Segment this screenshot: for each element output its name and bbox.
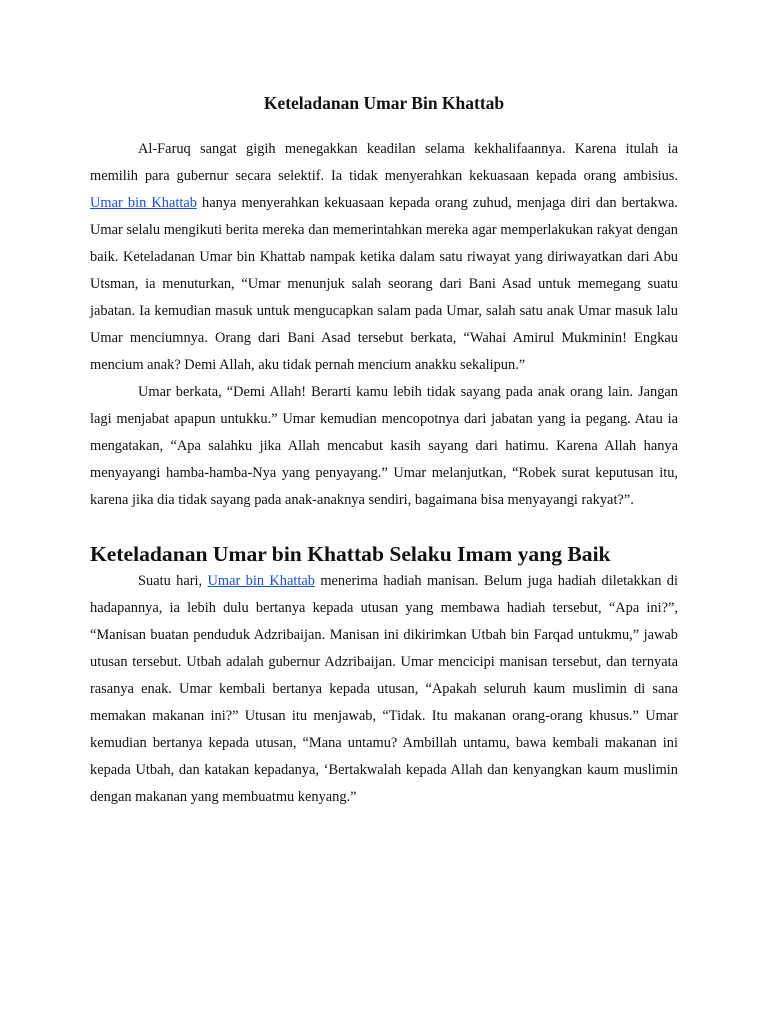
paragraph-3-text-end: menerima hadiah manisan. Belum juga hadiah diletakkan di hadapannya, ia lebih dulu bertanya kepada utusan yang membawa hadiah tersebut, “Apa ini?”, “Manisan buatan penduduk Adzribaijan. Manisan ini dikirimkan Utbah bin Farqad untukmu,” jawab utusan tersebut. Utbah adalah gubernur Adzribaijan. Umar mencicipi manisan tersebut, dan ternyata rasanya enak. Umar kembali bertanya kepada utusan, “Apakah seluruh kaum muslimin di sana memakan makanan ini?” Utusan itu menjawab, “Tidak. Itu makanan orang-orang khusus.” Umar kemudian bertanya kepada utusan, “Mana untamu? Ambillah untamu, bawa kembali makanan ini kepada Utbah, dan katakan kepadanya, ‘Bertakwalah kepada Allah dan kenyangkan kaum muslimin dengan makanan yang membuatmu kenyang.” <box>90 573 678 805</box>
document-title: Keteladanan Umar Bin Khattab <box>263 93 505 113</box>
paragraph-1-text-end: hanya menyerahkan kekuasaan kepada orang zuhud, menjaga diri dan bertakwa. Umar selalu mengikuti berita mereka dan memerintahkan mereka agar memperlakukan rakyat dengan baik. Keteladanan Umar bin Khattab nampak ketika dalam satu riwayat yang diriwayatkan dari Abu Utsman, ia menuturkan, “Umar menunjuk salah seorang dari Bani Asad untuk memegang suatu jabatan. Ia kemudian masuk untuk mengucapkan salam pada Umar, salah satu anak Umar masuk lalu Umar menciumnya. Orang dari Bani Asad tersebut berkata, “Wahai Amirul Mukminin! Engkau mencium anak? Demi Allah, aku tidak pernah mencium anakku sekalipun.” <box>90 195 678 373</box>
umar-bin-khattab-link-1[interactable]: Umar bin Khattab <box>90 195 197 211</box>
paragraph-3 <box>90 568 678 811</box>
paragraph-1 <box>90 136 678 379</box>
paragraph-2: Umar berkata, “Demi Allah! Berarti kamu lebih tidak sayang pada anak orang lain. Jangan lagi menjabat apapun untukku.” Umar kemudian mencopotnya dari jabatan yang ia pegang. Atau ia mengatakan, “Apa salahku jika Allah mencabut kasih sayang dari hatimu. Karena Allah hanya menyayangi hamba-hamba-Nya yang penyayang.” Umar melanjutkan, “Robek surat keputusan itu, karena jika dia tidak sayang pada anak-anaknya sendiri, bagaimana bisa menyayangi rakyat?”. <box>90 384 678 508</box>
paragraph-3-text-start: Suatu hari, <box>138 573 208 589</box>
document-body <box>90 88 678 811</box>
umar-bin-khattab-link-2[interactable]: Umar bin Khattab <box>207 573 315 589</box>
section-heading: Keteladanan Umar bin Khattab Selaku Imam yang Baik <box>90 542 611 566</box>
paragraph-1-text-start: Al-Faruq sangat gigih menegakkan keadilan selama kekhalifaannya. Karena itulah ia memilih para gubernur secara selektif. Ia tidak menyerahkan kekuasaan kepada orang ambisius. <box>90 141 678 184</box>
